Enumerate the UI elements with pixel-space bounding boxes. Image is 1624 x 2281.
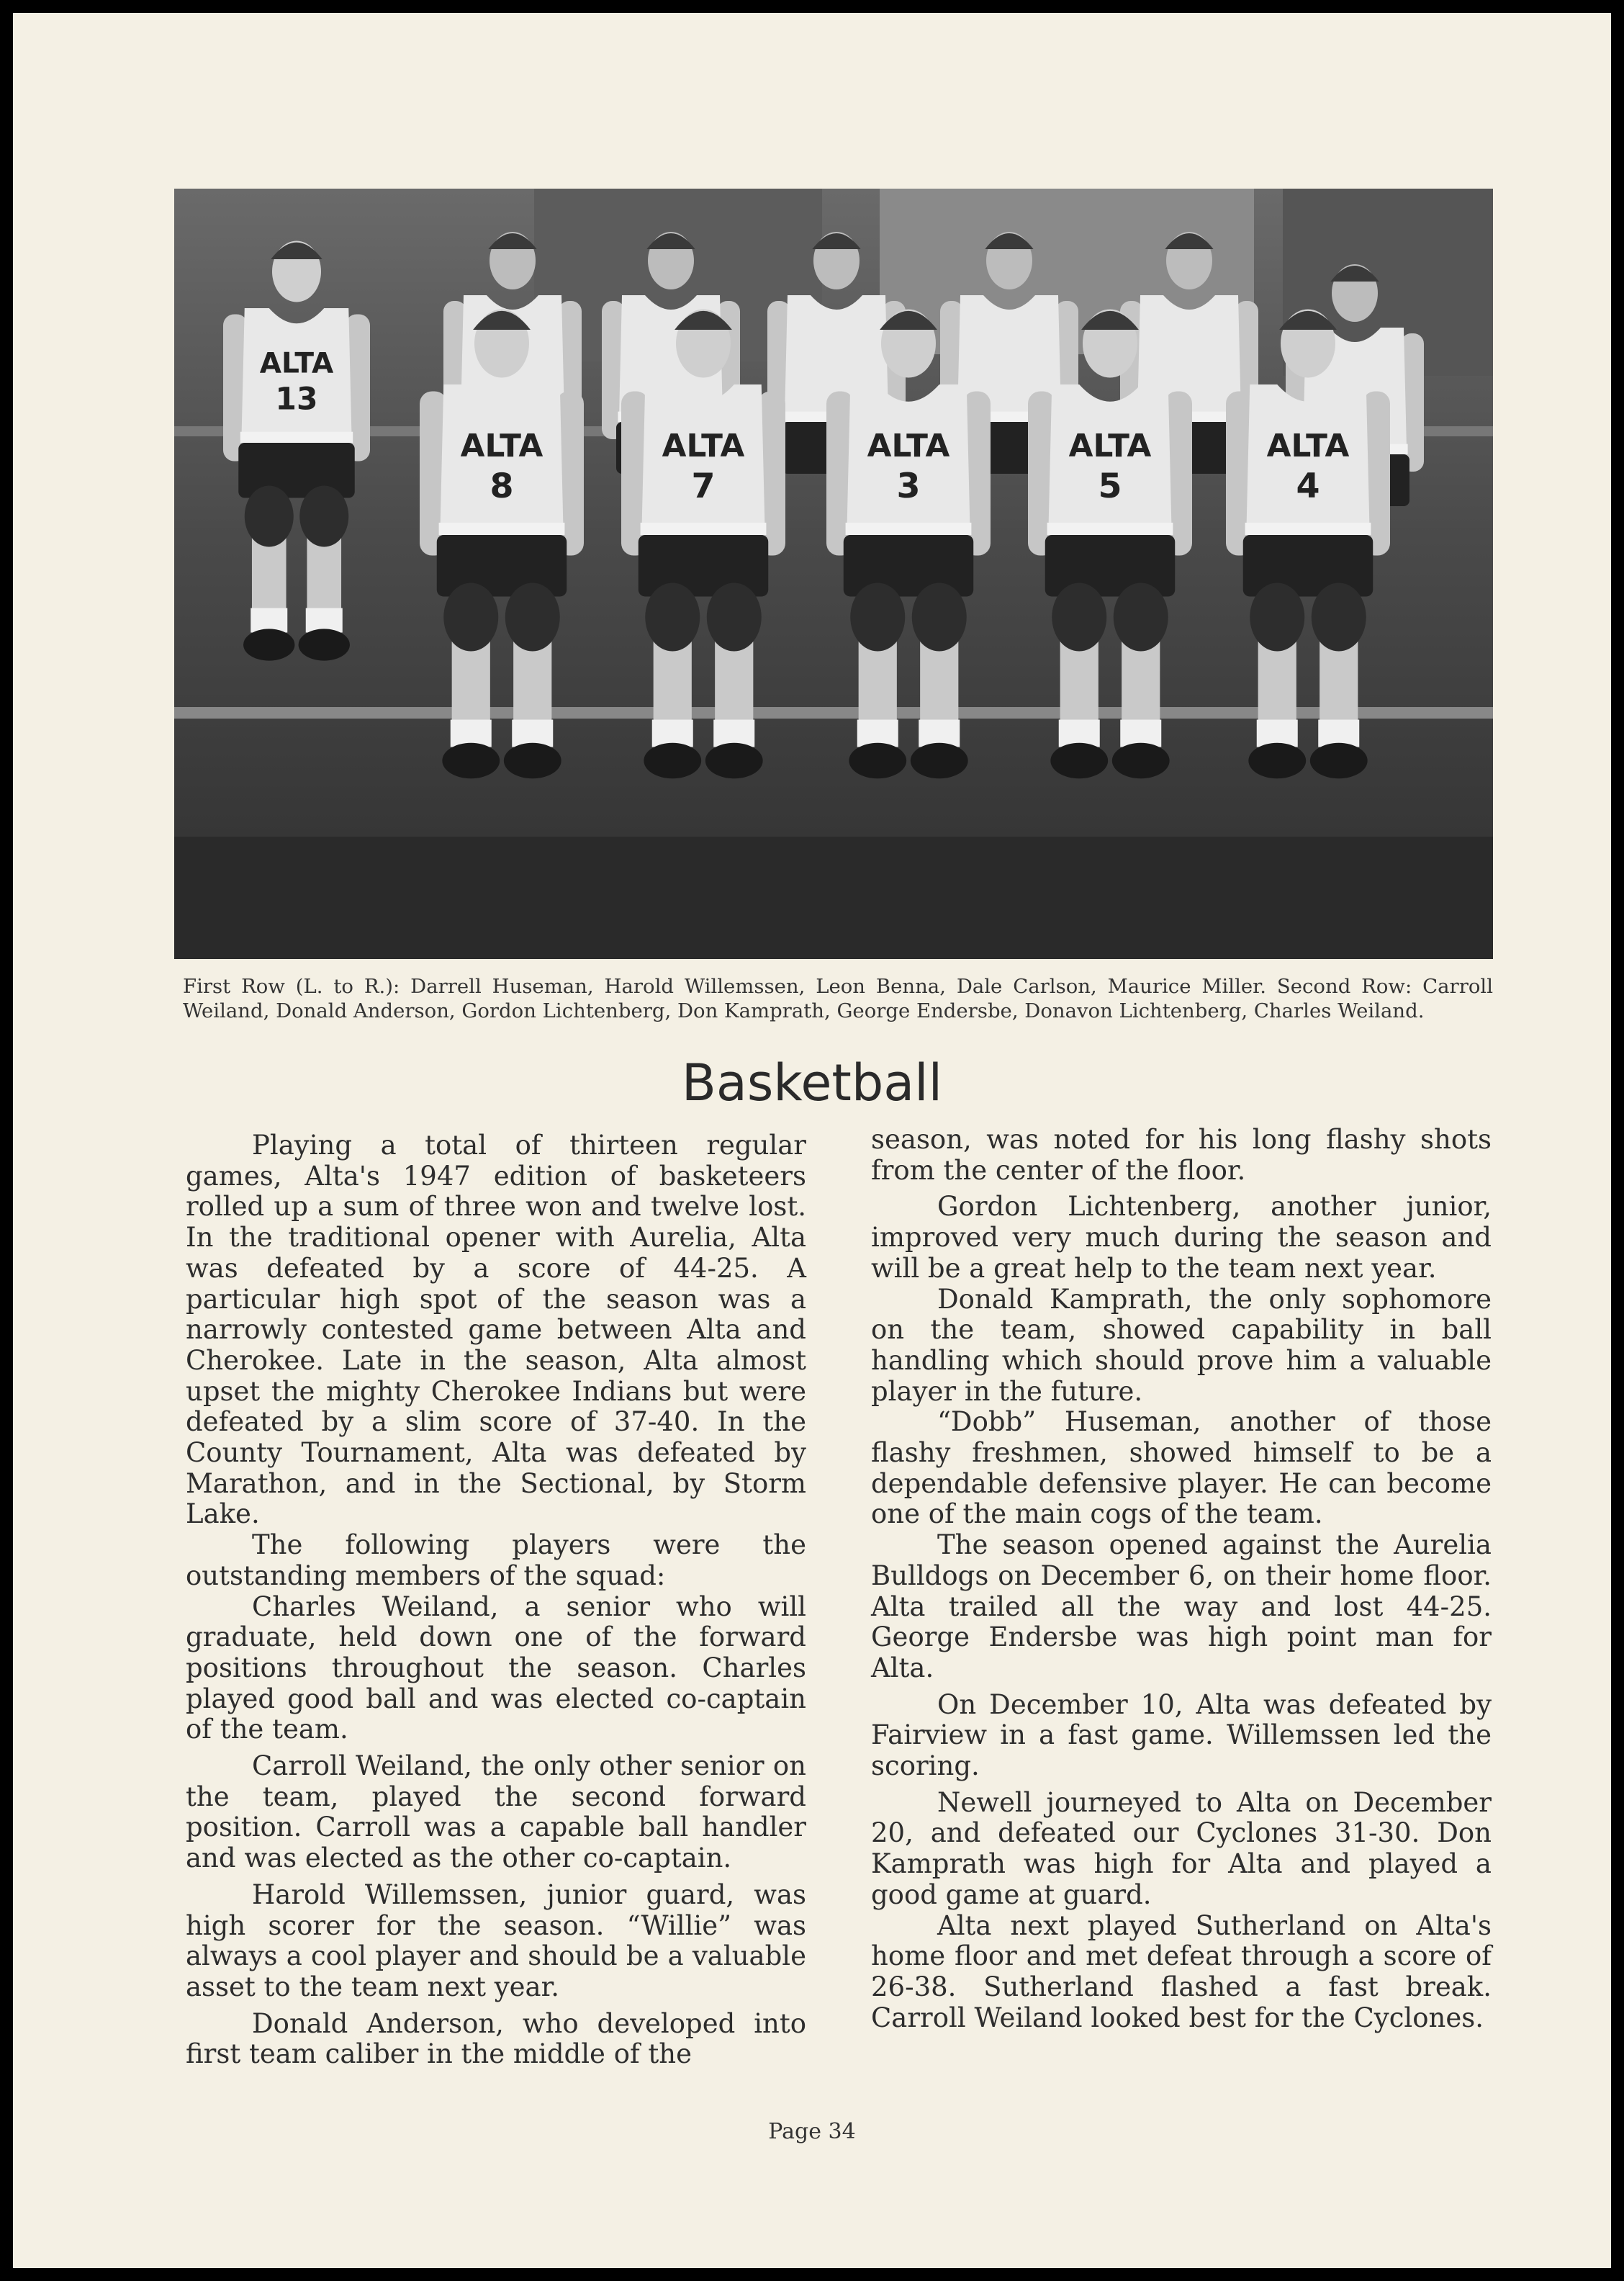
- jersey-number: 5: [1098, 466, 1122, 506]
- jersey-number: 13: [275, 382, 318, 418]
- paragraph: On December 10, Alta was defeated by Fairview in a fast game. Willemssen led the scoring.: [871, 1688, 1492, 1782]
- belt: [240, 432, 353, 443]
- paragraph: Donald Kamprath, the only sophomore on the team, showed capability in ball handling which should prove him a valuable player in the future.: [871, 1283, 1492, 1407]
- knee-pad: [443, 583, 498, 652]
- jersey-text: ALTA: [867, 427, 950, 464]
- knee-pad: [245, 486, 294, 547]
- right-column: [871, 1125, 1492, 2033]
- shorts: [844, 535, 974, 597]
- belt: [846, 523, 972, 535]
- paragraph: The following players were the outstanding members of the squad:: [186, 1529, 806, 1591]
- belt: [1245, 523, 1371, 535]
- photo-caption: First Row (L. to R.): Darrell Huseman, Harold Willemssen, Leon Benna, Dale Carlson, Maurice Miller. Second Row: Carroll Weiland, Donald Anderson, Gordon Lichtenberg, Don Kamprath, George Endersbe, Donavon Lichtenberg, Charles Weiland.: [183, 975, 1493, 1022]
- knee-pad: [850, 583, 905, 652]
- shoe: [243, 629, 294, 660]
- knee-pad: [1250, 583, 1304, 652]
- knee-pad: [707, 583, 762, 652]
- shorts: [1243, 535, 1373, 597]
- jersey-number: 3: [896, 466, 921, 506]
- shoe: [442, 743, 500, 778]
- belt: [1047, 523, 1173, 535]
- shoe: [1248, 743, 1306, 778]
- paragraph: Alta next played Sutherland on Alta's home floor and met defeat through a score of 26-38. Sutherland flashed a fast break. Carroll Weiland looked best for the Cyclones.: [871, 1909, 1492, 2033]
- knee-pad: [1114, 583, 1168, 652]
- paragraph: Charles Weiland, a senior who will graduate, held down one of the forward positions throughout the season. Charles played good ball and was elected co-captain of the team.: [186, 1591, 806, 1745]
- page-title: Basketball: [681, 1053, 943, 1112]
- jersey-number: 7: [691, 466, 716, 506]
- shoe: [504, 743, 561, 778]
- knee-pad: [1052, 583, 1106, 652]
- jersey-number: 8: [490, 466, 514, 506]
- belt: [439, 523, 565, 535]
- left-column: [186, 1130, 806, 2070]
- belt: [641, 523, 767, 535]
- paragraph: Newell journeyed to Alta on December 20, and defeated our Cyclones 31-30. Don Kamprath was high for Alta and played a good game at guard.: [871, 1786, 1492, 1910]
- paragraph: season, was noted for his long flashy shots from the center of the floor.: [871, 1124, 1492, 1186]
- shoe: [1112, 743, 1170, 778]
- shoe: [644, 743, 701, 778]
- knee-pad: [645, 583, 700, 652]
- knee-pad: [505, 583, 560, 652]
- team-photo: [174, 189, 1493, 959]
- jersey-number: 4: [1296, 466, 1320, 506]
- shorts: [238, 443, 355, 498]
- jersey-text: ALTA: [259, 347, 334, 380]
- shorts: [1045, 535, 1176, 597]
- team-photo-image: [174, 189, 1493, 959]
- jersey-text: ALTA: [460, 427, 543, 464]
- shoe: [1050, 743, 1108, 778]
- shoe: [1310, 743, 1368, 778]
- shoe: [705, 743, 763, 778]
- page-number: Page 34: [768, 2119, 856, 2144]
- shoe: [911, 743, 968, 778]
- shorts: [639, 535, 769, 597]
- shoe: [299, 629, 350, 660]
- shoe: [849, 743, 906, 778]
- shorts: [437, 535, 567, 597]
- paragraph: Carroll Weiland, the only other senior on the team, played the second forward position. Carroll was a capable ball handler and was elected as the other co-captain.: [186, 1750, 806, 1874]
- paragraph: Donald Anderson, who developed into first team caliber in the middle of the: [186, 2007, 806, 2070]
- knee-pad: [1312, 583, 1366, 652]
- paragraph: The season opened against the Aurelia Bulldogs on December 6, on their home floor. Alta trailed all the way and lost 44-25. George Endersbe was high point man for Alta.: [871, 1529, 1492, 1683]
- paragraph: Harold Willemssen, junior guard, was high scorer for the season. “Willie” was always a cool player and should be a valuable asset to the team next year.: [186, 1879, 806, 2002]
- paragraph: Playing a total of thirteen regular games, Alta's 1947 edition of basketeers rolled up a sum of three won and twelve lost. In the traditional opener with Aurelia, Alta was defeated by a score of 44-25. A particular high spot of the season was a narrowly contested game between Alta and Cherokee. Late in the season, Alta almost upset the mighty Cherokee Indians but were defeated by a slim score of 37-40. In the County Tournament, Alta was defeated by Marathon, and in the Sectional, by Storm Lake.: [186, 1130, 806, 1530]
- jersey-text: ALTA: [662, 427, 745, 464]
- jersey-text: ALTA: [1266, 427, 1350, 464]
- yearbook-page: [13, 13, 1611, 2268]
- knee-pad: [912, 583, 967, 652]
- paragraph: Gordon Lichtenberg, another junior, improved very much during the season and will be a great help to the team next year.: [871, 1191, 1492, 1284]
- jersey-text: ALTA: [1068, 427, 1152, 464]
- knee-pad: [299, 486, 348, 547]
- paragraph: “Dobb” Huseman, another of those flashy freshmen, showed himself to be a dependable defensive player. He can become one of the main cogs of the team.: [871, 1406, 1492, 1530]
